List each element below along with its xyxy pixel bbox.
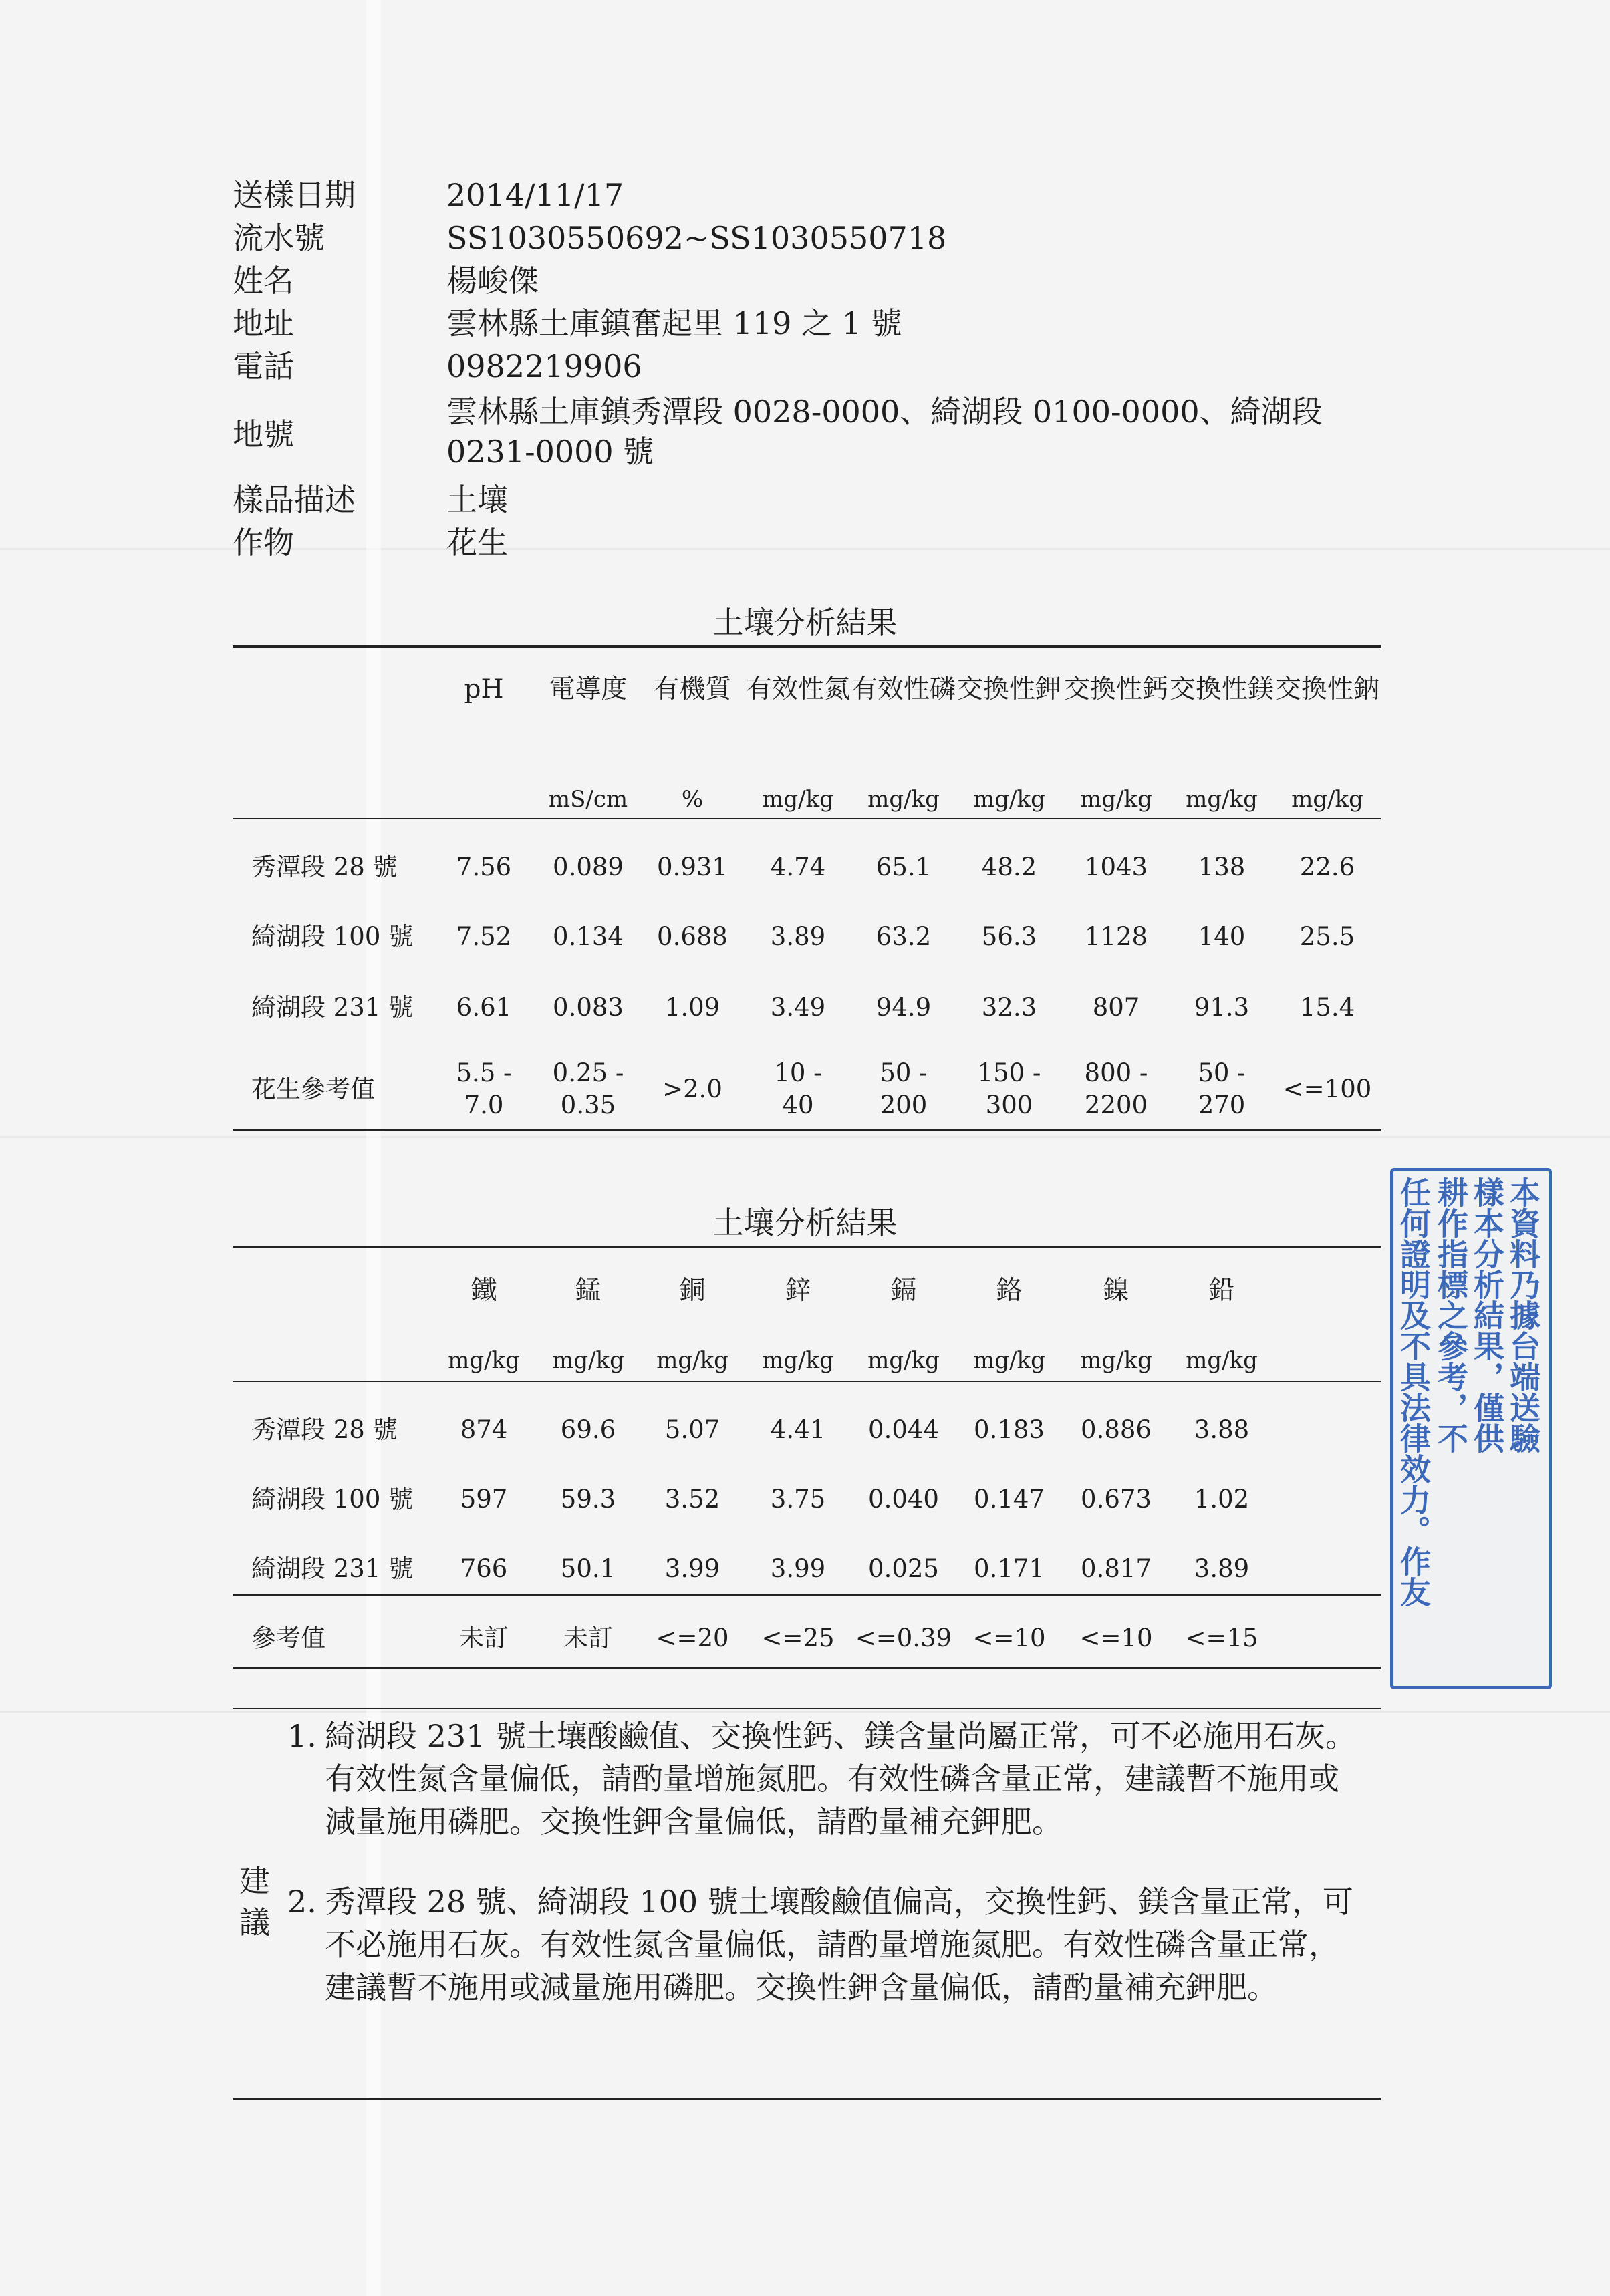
table2-header: 鐵 bbox=[471, 1276, 497, 1306]
table1-top-rule bbox=[233, 645, 1381, 648]
table1-cell: 91.3 bbox=[1194, 993, 1250, 1022]
table1-cell: 56.3 bbox=[981, 922, 1037, 951]
advice-item-2 bbox=[287, 1880, 1370, 2014]
table2-cell: 0.040 bbox=[868, 1485, 939, 1514]
info-value-address: 雲林縣土庫鎮奮起里 119 之 1 號 bbox=[446, 305, 902, 341]
table2-cell: 0.886 bbox=[1081, 1415, 1152, 1444]
table1-cell: 3.89 bbox=[770, 922, 826, 951]
table1-cell: 50 - 270 bbox=[1198, 1058, 1246, 1119]
table2-cell: <=10 bbox=[1079, 1624, 1153, 1653]
table1-header-rule bbox=[233, 818, 1381, 819]
advice-top-rule bbox=[233, 1708, 1381, 1709]
table1-cell: 4.74 bbox=[770, 853, 826, 881]
table2-row-label: 綺湖段 231 號 bbox=[251, 1554, 414, 1583]
table2-cell: 3.99 bbox=[770, 1554, 826, 1583]
table1-cell: 10 - 40 bbox=[774, 1058, 822, 1119]
table1-cell: 1128 bbox=[1084, 922, 1148, 951]
table1-cell: >2.0 bbox=[662, 1074, 722, 1103]
table1-unit: mg/kg bbox=[1186, 786, 1258, 813]
info-label-serial: 流水號 bbox=[233, 220, 325, 256]
table2-header: 銅 bbox=[679, 1276, 706, 1306]
table2-cell: 1.02 bbox=[1194, 1485, 1250, 1514]
table1-cell: 32.3 bbox=[981, 993, 1037, 1022]
table2-cell: 0.673 bbox=[1081, 1485, 1152, 1514]
advice-item-2-num: 2. bbox=[287, 1884, 317, 1920]
table1-row-label: 綺湖段 231 號 bbox=[251, 993, 414, 1022]
table1-cell: 0.089 bbox=[553, 853, 624, 881]
table2-header: 鋅 bbox=[785, 1276, 811, 1306]
table2-header: 鉛 bbox=[1208, 1276, 1235, 1306]
table2-cell: <=10 bbox=[972, 1624, 1046, 1653]
table1-unit: mg/kg bbox=[973, 786, 1045, 813]
table1-title: 土壤分析結果 bbox=[712, 605, 898, 641]
table2-header: 鎳 bbox=[1103, 1276, 1129, 1306]
table1-header: 交換性鈣 bbox=[1063, 674, 1168, 704]
table1-unit: mg/kg bbox=[762, 786, 834, 813]
table1-cell: 0.25 - 0.35 bbox=[552, 1058, 624, 1119]
info-value-sample: 土壤 bbox=[446, 482, 508, 518]
table1-unit: mS/cm bbox=[548, 786, 628, 813]
table2-unit: mg/kg bbox=[656, 1347, 728, 1374]
table1-cell: 0.083 bbox=[553, 993, 624, 1022]
table1-bottom-rule bbox=[233, 1129, 1381, 1131]
table2-cell: 未訂 bbox=[563, 1624, 613, 1653]
info-value-land: 雲林縣土庫鎮秀潭段 0028-0000、綺湖段 0100-0000、綺湖段 0231-0000 號 bbox=[446, 394, 1323, 470]
stamp-col-3: 耕作指標之參考，不 bbox=[1433, 1177, 1469, 1453]
table2-row-label: 參考值 bbox=[251, 1624, 325, 1653]
disclaimer-stamp bbox=[1390, 1168, 1552, 1689]
table2-cell: 0.025 bbox=[868, 1554, 939, 1583]
advice-item-1 bbox=[287, 1715, 1370, 1848]
table1-cell: 5.5 - 7.0 bbox=[456, 1058, 512, 1119]
stamp-col-2: 樣本分析結果，僅供 bbox=[1469, 1177, 1505, 1453]
table2-cell: 0.044 bbox=[868, 1415, 939, 1444]
table1-unit: mg/kg bbox=[867, 786, 940, 813]
table2-cell: 766 bbox=[460, 1554, 508, 1583]
table1-cell: 140 bbox=[1198, 922, 1246, 951]
table1-header: 電導度 bbox=[549, 674, 628, 704]
table2-cell: 0.147 bbox=[974, 1485, 1045, 1514]
table1-header: 交換性鈉 bbox=[1274, 674, 1379, 704]
table1-cell: 25.5 bbox=[1299, 922, 1355, 951]
table2-cell: <=20 bbox=[656, 1624, 729, 1653]
advice-label: 建議 bbox=[239, 1863, 270, 1941]
table1-cell: 1043 bbox=[1084, 853, 1148, 881]
table1-cell: 0.931 bbox=[657, 853, 728, 881]
table1-row-label: 秀潭段 28 號 bbox=[251, 853, 398, 881]
info-value-date: 2014/11/17 bbox=[446, 177, 624, 213]
table1-header: pH bbox=[464, 674, 504, 704]
table2-cell: 3.52 bbox=[664, 1485, 720, 1514]
advice-item-2-text: 秀潭段 28 號、綺湖段 100 號土壤酸鹼值偏高，交換性鈣、鎂含量正常，可不必施用石灰。有效性氮含量偏低，請酌量增施氮肥。有效性磷含量正常，建議暫不施用或減量施用磷肥。交換性鉀含量偏低，請酌量補充鉀肥。 bbox=[325, 1884, 1353, 2005]
stamp-col-1: 本資料乃據台端送驗 bbox=[1505, 1177, 1541, 1453]
table2-unit: mg/kg bbox=[1080, 1347, 1152, 1374]
table2-cell: 597 bbox=[460, 1485, 508, 1514]
table1-cell: 6.61 bbox=[456, 993, 512, 1022]
table1-cell: 150 - 300 bbox=[977, 1058, 1041, 1119]
stamp-col-4: 任何證明及不具法律效力。作友 bbox=[1395, 1177, 1432, 1607]
table1-cell: 48.2 bbox=[981, 853, 1037, 881]
table1-header: 有機質 bbox=[653, 674, 732, 704]
table2-cell: 874 bbox=[460, 1415, 508, 1444]
table1-header: 交換性鎂 bbox=[1169, 674, 1274, 704]
table1-row-label: 綺湖段 100 號 bbox=[251, 922, 414, 951]
info-label-date: 送樣日期 bbox=[233, 177, 356, 213]
table1-cell: 800 - 2200 bbox=[1084, 1058, 1148, 1119]
table1-cell: 94.9 bbox=[876, 993, 932, 1022]
table2-title: 土壤分析結果 bbox=[712, 1205, 898, 1241]
table2-cell: 3.99 bbox=[664, 1554, 720, 1583]
table2-cell: 4.41 bbox=[770, 1415, 826, 1444]
table2-header: 鉻 bbox=[996, 1276, 1023, 1306]
table2-cell: 5.07 bbox=[664, 1415, 720, 1444]
table1-header: 有效性磷 bbox=[851, 674, 956, 704]
table1-unit: mg/kg bbox=[1080, 786, 1152, 813]
advice-item-1-num: 1. bbox=[287, 1718, 317, 1754]
table2-cell: <=0.39 bbox=[855, 1624, 952, 1653]
table2-cell: 未訂 bbox=[459, 1624, 509, 1653]
table2-cell: 0.183 bbox=[974, 1415, 1045, 1444]
table1-cell: 7.52 bbox=[456, 922, 512, 951]
table2-unit: mg/kg bbox=[1186, 1347, 1258, 1374]
info-label-crop: 作物 bbox=[233, 525, 294, 561]
table2-cell: 59.3 bbox=[560, 1485, 616, 1514]
table1-cell: 807 bbox=[1092, 993, 1140, 1022]
advice-item-1-text: 綺湖段 231 號土壤酸鹼值、交換性鈣、鎂含量尚屬正常，可不必施用石灰。有效性氮含量偏低，請酌量增施氮肥。有效性磷含量正常，建議暫不施用或減量施用磷肥。交換性鉀含量偏低，請酌量補充鉀肥。 bbox=[325, 1718, 1357, 1840]
table1-cell: 22.6 bbox=[1299, 853, 1355, 881]
table1-row-label: 花生參考值 bbox=[251, 1074, 375, 1103]
table1-cell: 3.49 bbox=[770, 993, 826, 1022]
table1-unit: % bbox=[681, 786, 704, 813]
table2-cell: <=25 bbox=[761, 1624, 835, 1653]
table2-ref-rule bbox=[233, 1594, 1381, 1596]
table2-cell: 69.6 bbox=[560, 1415, 616, 1444]
info-label-name: 姓名 bbox=[233, 263, 294, 299]
table2-row-label: 綺湖段 100 號 bbox=[251, 1485, 414, 1514]
info-value-name: 楊峻傑 bbox=[446, 263, 539, 299]
table1-header: 交換性鉀 bbox=[956, 674, 1061, 704]
info-label-phone: 電話 bbox=[233, 348, 294, 384]
info-label-sample: 樣品描述 bbox=[233, 482, 356, 518]
table1-cell: 65.1 bbox=[876, 853, 932, 881]
table2-cell: 0.817 bbox=[1081, 1554, 1152, 1583]
table2-cell: 0.171 bbox=[974, 1554, 1045, 1583]
table2-header: 錳 bbox=[575, 1276, 601, 1306]
table2-top-rule bbox=[233, 1246, 1381, 1248]
table1-unit: mg/kg bbox=[1291, 786, 1363, 813]
table1-cell: 63.2 bbox=[876, 922, 932, 951]
table2-unit: mg/kg bbox=[973, 1347, 1045, 1374]
table2-cell: 3.89 bbox=[1194, 1554, 1250, 1583]
table2-header: 鎘 bbox=[890, 1276, 917, 1306]
table1-cell: 0.134 bbox=[553, 922, 624, 951]
table1-cell: 7.56 bbox=[456, 853, 512, 881]
table1-cell: 0.688 bbox=[657, 922, 728, 951]
info-value-serial: SS1030550692~SS1030550718 bbox=[446, 220, 947, 256]
table2-cell: 50.1 bbox=[560, 1554, 616, 1583]
table2-row-label: 秀潭段 28 號 bbox=[251, 1415, 398, 1444]
table2-unit: mg/kg bbox=[552, 1347, 624, 1374]
table2-unit: mg/kg bbox=[448, 1347, 520, 1374]
table1-cell: 1.09 bbox=[664, 993, 720, 1022]
table2-cell: 3.88 bbox=[1194, 1415, 1250, 1444]
table1-header: 有效性氮 bbox=[745, 674, 850, 704]
table1-cell: 50 - 200 bbox=[880, 1058, 928, 1119]
table2-unit: mg/kg bbox=[762, 1347, 834, 1374]
table2-cell: <=15 bbox=[1185, 1624, 1258, 1653]
table2-cell: 3.75 bbox=[770, 1485, 826, 1514]
table1-cell: 138 bbox=[1198, 853, 1246, 881]
info-value-phone: 0982219906 bbox=[446, 348, 642, 384]
info-label-land: 地號 bbox=[233, 416, 294, 452]
table2-header-rule bbox=[233, 1381, 1381, 1382]
info-label-address: 地址 bbox=[233, 305, 294, 341]
advice-bottom-rule bbox=[233, 2098, 1381, 2100]
table2-bottom-rule bbox=[233, 1667, 1381, 1669]
info-value-crop: 花生 bbox=[446, 525, 508, 561]
table2-unit: mg/kg bbox=[867, 1347, 940, 1374]
table1-cell: 15.4 bbox=[1299, 993, 1355, 1022]
table1-cell: <=100 bbox=[1283, 1074, 1372, 1103]
